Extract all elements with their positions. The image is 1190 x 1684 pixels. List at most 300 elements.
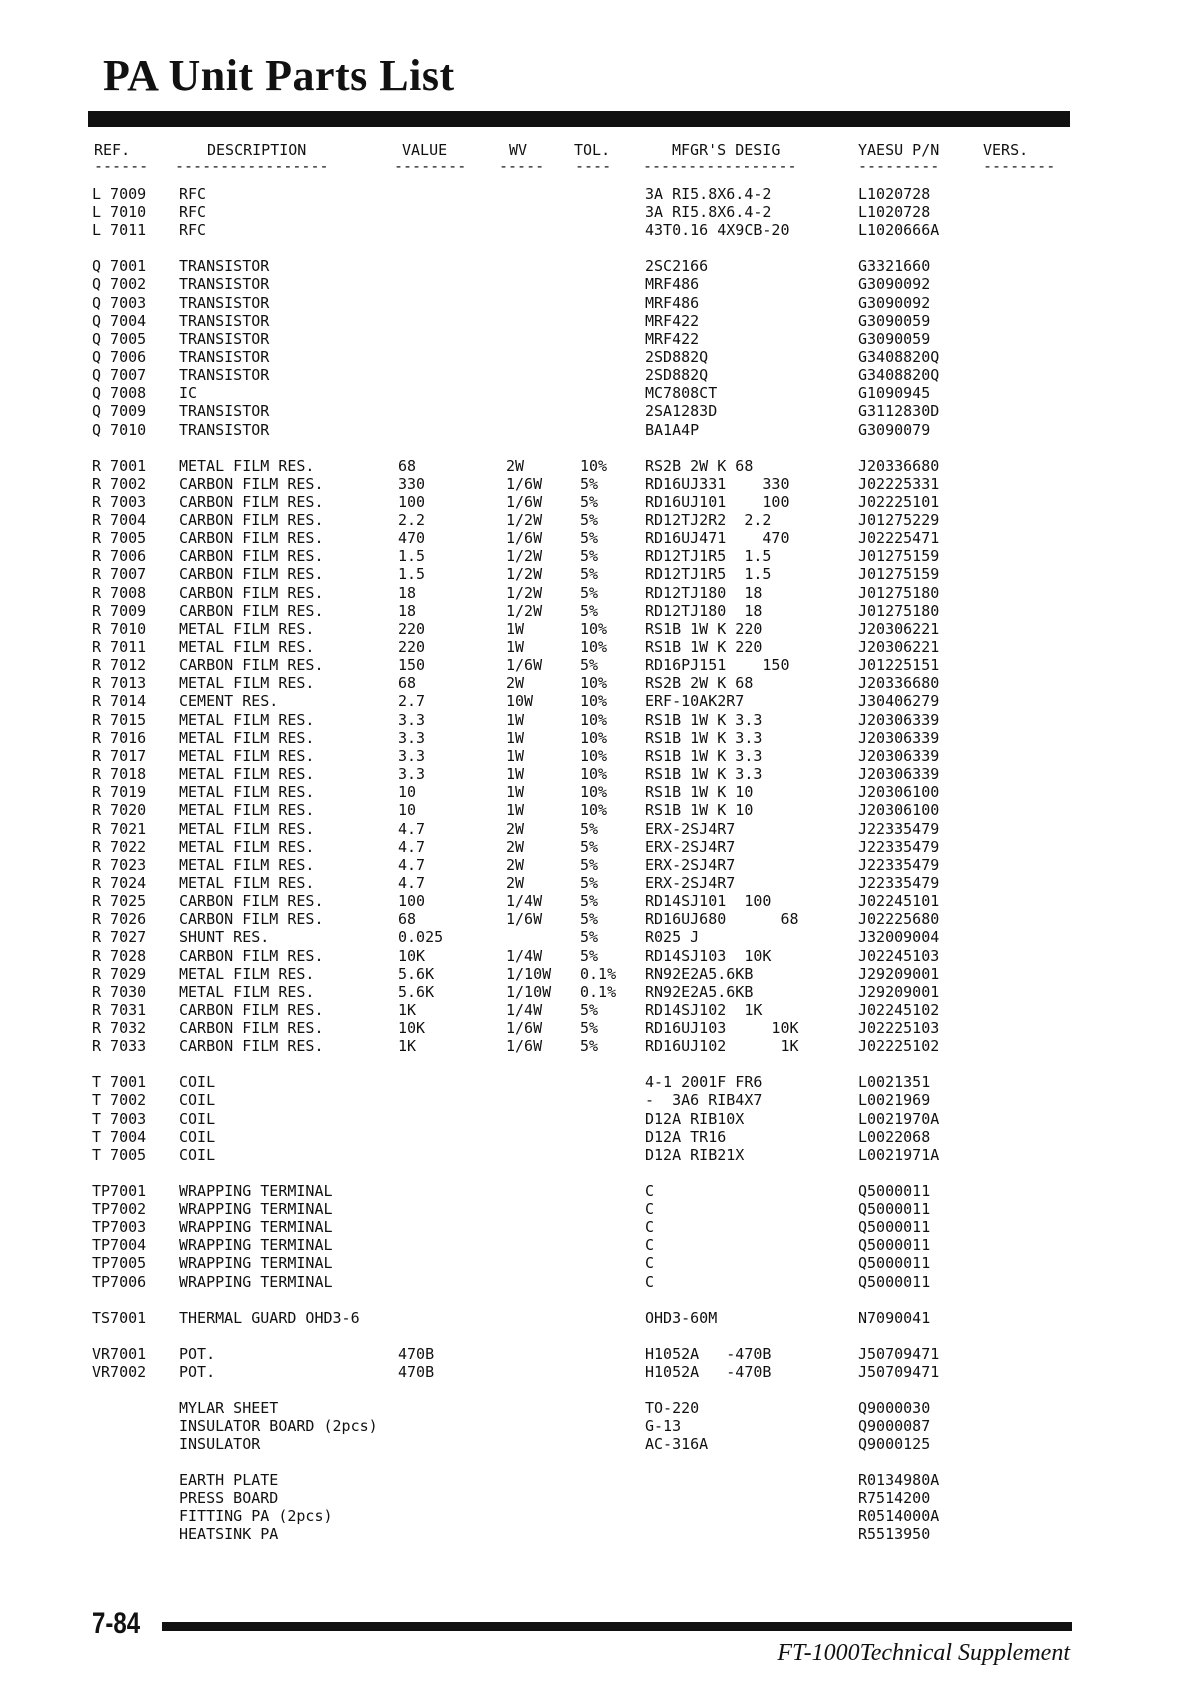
cell-ref: Q 7004: [92, 312, 147, 330]
cell-tol: 5%: [580, 511, 599, 529]
cell-desc: MYLAR SHEET: [179, 1399, 279, 1417]
cell-mfgr: R025 J: [645, 928, 700, 946]
cell-tol: 5%: [580, 838, 599, 856]
cell-ref: TP7004: [92, 1236, 147, 1254]
cell-ref: R 7014: [92, 692, 147, 710]
cell-mfgr: AC-316A: [645, 1435, 709, 1453]
cell-pn: G1090945: [858, 384, 931, 402]
table-row: [0, 1236, 1190, 1254]
cell-desc: CARBON FILM RES.: [179, 1001, 324, 1019]
cell-pn: J02245103: [858, 947, 940, 965]
cell-pn: J01275159: [858, 547, 940, 565]
cell-tol: 10%: [580, 711, 608, 729]
cell-desc: CARBON FILM RES.: [179, 584, 324, 602]
table-row: [0, 1273, 1190, 1291]
cell-pn: G3321660: [858, 257, 931, 275]
cell-val: 1K: [398, 1001, 417, 1019]
table-row: [0, 820, 1190, 838]
cell-ref: R 7029: [92, 965, 147, 983]
cell-desc: CARBON FILM RES.: [179, 511, 324, 529]
cell-ref: Q 7010: [92, 421, 147, 439]
cell-pn: J01275180: [858, 584, 940, 602]
cell-pn: Q5000011: [858, 1218, 931, 1236]
cell-wv: 1/4W: [506, 1001, 543, 1019]
header-ref: REF.: [94, 141, 131, 159]
cell-desc: CEMENT RES.: [179, 692, 279, 710]
page-number: 7-84: [92, 1607, 141, 1640]
cell-mfgr: RD16PJ151 150: [645, 656, 790, 674]
cell-mfgr: 4-1 2001F FR6: [645, 1073, 763, 1091]
header-yaesu-pn: YAESU P/N: [858, 141, 940, 159]
cell-ref: R 7009: [92, 602, 147, 620]
table-row: [0, 656, 1190, 674]
header-description: DESCRIPTION: [207, 141, 307, 159]
dash-yaesu-pn: ---------: [858, 157, 940, 175]
cell-wv: 10W: [506, 692, 534, 710]
cell-ref: R 7020: [92, 801, 147, 819]
cell-pn: Q5000011: [858, 1273, 931, 1291]
cell-desc: CARBON FILM RES.: [179, 475, 324, 493]
cell-desc: TRANSISTOR: [179, 348, 270, 366]
cell-val: 68: [398, 457, 417, 475]
table-row: [0, 1399, 1190, 1417]
cell-desc: COIL: [179, 1128, 216, 1146]
cell-desc: CARBON FILM RES.: [179, 1037, 324, 1055]
cell-desc: TRANSISTOR: [179, 257, 270, 275]
table-row: [0, 1001, 1190, 1019]
cell-pn: J01275229: [858, 511, 940, 529]
cell-ref: R 7006: [92, 547, 147, 565]
cell-pn: L1020666A: [858, 221, 940, 239]
cell-mfgr: RD16UJ471 470: [645, 529, 790, 547]
table-row: [0, 1507, 1190, 1525]
cell-desc: POT.: [179, 1363, 216, 1381]
cell-mfgr: ERF-10AK2R7: [645, 692, 745, 710]
dash-tol: ----: [575, 157, 612, 175]
cell-pn: Q9000087: [858, 1417, 931, 1435]
table-row: [0, 1345, 1190, 1363]
table-row: [0, 620, 1190, 638]
cell-val: 470B: [398, 1345, 435, 1363]
table-row: [0, 1037, 1190, 1055]
cell-val: 2.7: [398, 692, 426, 710]
cell-wv: 1W: [506, 620, 525, 638]
cell-mfgr: MRF486: [645, 294, 700, 312]
cell-mfgr: RD14SJ103 10K: [645, 947, 772, 965]
table-row: [0, 366, 1190, 384]
cell-pn: J22335479: [858, 820, 940, 838]
cell-ref: VR7002: [92, 1363, 147, 1381]
cell-ref: R 7026: [92, 910, 147, 928]
table-row: [0, 1200, 1190, 1218]
cell-desc: EARTH PLATE: [179, 1471, 279, 1489]
cell-pn: L0021970A: [858, 1110, 940, 1128]
header-mfgr: MFGR'S DESIG: [672, 141, 781, 159]
cell-desc: PRESS BOARD: [179, 1489, 279, 1507]
table-row: [0, 674, 1190, 692]
cell-tol: 5%: [580, 856, 599, 874]
cell-mfgr: G-13: [645, 1417, 682, 1435]
cell-val: 1.5: [398, 547, 426, 565]
cell-mfgr: RD16UJ680 68: [645, 910, 799, 928]
table-row: [0, 602, 1190, 620]
cell-mfgr: MRF422: [645, 312, 700, 330]
cell-wv: 1/2W: [506, 565, 543, 583]
cell-tol: 0.1%: [580, 983, 617, 1001]
cell-pn: R7514200: [858, 1489, 931, 1507]
cell-val: 18: [398, 602, 417, 620]
cell-mfgr: 3A RI5.8X6.4-2: [645, 185, 772, 203]
table-row: [0, 1182, 1190, 1200]
table-row: [0, 475, 1190, 493]
cell-desc: CARBON FILM RES.: [179, 656, 324, 674]
cell-ref: T 7004: [92, 1128, 147, 1146]
cell-tol: 5%: [580, 475, 599, 493]
table-row: [0, 457, 1190, 475]
cell-mfgr: H1052A -470B: [645, 1345, 772, 1363]
cell-desc: METAL FILM RES.: [179, 801, 315, 819]
cell-wv: 2W: [506, 838, 525, 856]
cell-ref: R 7023: [92, 856, 147, 874]
cell-ref: VR7001: [92, 1345, 147, 1363]
cell-val: 470: [398, 529, 426, 547]
cell-desc: COIL: [179, 1073, 216, 1091]
cell-mfgr: 2SD882Q: [645, 366, 709, 384]
cell-wv: 1/6W: [506, 656, 543, 674]
cell-wv: 1/2W: [506, 602, 543, 620]
cell-desc: CARBON FILM RES.: [179, 565, 324, 583]
cell-pn: J22335479: [858, 856, 940, 874]
cell-ref: R 7030: [92, 983, 147, 1001]
cell-val: 68: [398, 910, 417, 928]
cell-mfgr: 2SD882Q: [645, 348, 709, 366]
cell-desc: METAL FILM RES.: [179, 874, 315, 892]
cell-pn: J22335479: [858, 874, 940, 892]
cell-tol: 5%: [580, 892, 599, 910]
cell-val: 18: [398, 584, 417, 602]
cell-desc: WRAPPING TERMINAL: [179, 1200, 333, 1218]
cell-ref: Q 7006: [92, 348, 147, 366]
cell-desc: INSULATOR: [179, 1435, 261, 1453]
cell-ref: R 7001: [92, 457, 147, 475]
cell-mfgr: C: [645, 1254, 655, 1272]
table-row: [0, 1128, 1190, 1146]
table-row: [0, 529, 1190, 547]
cell-pn: J22335479: [858, 838, 940, 856]
cell-wv: 1/2W: [506, 547, 543, 565]
cell-mfgr: RD14SJ101 100: [645, 892, 772, 910]
cell-pn: J02225102: [858, 1037, 940, 1055]
cell-pn: J20306100: [858, 783, 940, 801]
cell-desc: METAL FILM RES.: [179, 674, 315, 692]
table-row: [0, 185, 1190, 203]
cell-pn: Q5000011: [858, 1254, 931, 1272]
cell-pn: J29209001: [858, 983, 940, 1001]
cell-ref: TP7001: [92, 1182, 147, 1200]
footer-rule: [162, 1622, 1072, 1631]
dash-description: -----------------: [175, 157, 329, 175]
table-row: [0, 221, 1190, 239]
table-row: [0, 892, 1190, 910]
cell-pn: J02225101: [858, 493, 940, 511]
cell-mfgr: RS2B 2W K 68: [645, 674, 754, 692]
cell-wv: 1/2W: [506, 511, 543, 529]
cell-mfgr: - 3A6 RIB4X7: [645, 1091, 763, 1109]
cell-desc: INSULATOR BOARD (2pcs): [179, 1417, 378, 1435]
cell-tol: 5%: [580, 529, 599, 547]
cell-pn: G3090059: [858, 312, 931, 330]
table-row: [0, 348, 1190, 366]
cell-ref: R 7004: [92, 511, 147, 529]
cell-desc: CARBON FILM RES.: [179, 547, 324, 565]
header-vers: VERS.: [983, 141, 1029, 159]
table-row: [0, 1489, 1190, 1507]
table-row: [0, 783, 1190, 801]
cell-ref: R 7007: [92, 565, 147, 583]
cell-val: 0.025: [398, 928, 444, 946]
cell-desc: TRANSISTOR: [179, 402, 270, 420]
document-name: FT-1000Technical Supplement: [777, 1640, 1070, 1666]
cell-mfgr: OHD3-60M: [645, 1309, 718, 1327]
cell-pn: L1020728: [858, 203, 931, 221]
cell-ref: R 7027: [92, 928, 147, 946]
cell-ref: R 7017: [92, 747, 147, 765]
page-title: PA Unit Parts List: [103, 51, 455, 100]
cell-ref: TP7005: [92, 1254, 147, 1272]
cell-ref: R 7033: [92, 1037, 147, 1055]
cell-mfgr: ERX-2SJ4R7: [645, 838, 736, 856]
cell-desc: CARBON FILM RES.: [179, 529, 324, 547]
table-row: [0, 1073, 1190, 1091]
cell-pn: J20306100: [858, 801, 940, 819]
table-row: [0, 203, 1190, 221]
cell-wv: 1W: [506, 783, 525, 801]
cell-wv: 2W: [506, 874, 525, 892]
table-row: [0, 928, 1190, 946]
cell-mfgr: D12A RIB21X: [645, 1146, 745, 1164]
cell-pn: J20306339: [858, 711, 940, 729]
cell-desc: COIL: [179, 1110, 216, 1128]
cell-desc: METAL FILM RES.: [179, 457, 315, 475]
cell-mfgr: H1052A -470B: [645, 1363, 772, 1381]
cell-ref: T 7003: [92, 1110, 147, 1128]
cell-ref: R 7021: [92, 820, 147, 838]
cell-ref: R 7024: [92, 874, 147, 892]
cell-desc: METAL FILM RES.: [179, 729, 315, 747]
cell-tol: 5%: [580, 874, 599, 892]
cell-mfgr: MRF486: [645, 275, 700, 293]
cell-wv: 1W: [506, 801, 525, 819]
cell-desc: METAL FILM RES.: [179, 620, 315, 638]
cell-val: 3.3: [398, 765, 426, 783]
table-row: [0, 1019, 1190, 1037]
cell-pn: J01275159: [858, 565, 940, 583]
cell-tol: 5%: [580, 820, 599, 838]
cell-pn: R0134980A: [858, 1471, 940, 1489]
cell-pn: G3408820Q: [858, 366, 940, 384]
cell-mfgr: RS1B 1W K 3.3: [645, 765, 763, 783]
table-row: [0, 1525, 1190, 1543]
cell-pn: G3408820Q: [858, 348, 940, 366]
cell-desc: WRAPPING TERMINAL: [179, 1218, 333, 1236]
table-row: [0, 983, 1190, 1001]
table-row: [0, 565, 1190, 583]
cell-desc: METAL FILM RES.: [179, 965, 315, 983]
cell-ref: R 7028: [92, 947, 147, 965]
cell-desc: TRANSISTOR: [179, 366, 270, 384]
cell-pn: J02225103: [858, 1019, 940, 1037]
cell-pn: J20336680: [858, 674, 940, 692]
cell-val: 220: [398, 620, 426, 638]
cell-desc: POT.: [179, 1345, 216, 1363]
cell-val: 68: [398, 674, 417, 692]
cell-wv: 2W: [506, 856, 525, 874]
cell-desc: WRAPPING TERMINAL: [179, 1236, 333, 1254]
table-row: [0, 257, 1190, 275]
table-row: [0, 1091, 1190, 1109]
cell-desc: CARBON FILM RES.: [179, 493, 324, 511]
cell-ref: R 7012: [92, 656, 147, 674]
cell-ref: R 7013: [92, 674, 147, 692]
cell-val: 10K: [398, 947, 426, 965]
cell-pn: J02225680: [858, 910, 940, 928]
dash-value: --------: [394, 157, 467, 175]
table-row: [0, 747, 1190, 765]
cell-pn: J01225151: [858, 656, 940, 674]
cell-pn: L0021351: [858, 1073, 931, 1091]
table-row: [0, 692, 1190, 710]
cell-desc: METAL FILM RES.: [179, 856, 315, 874]
cell-ref: Q 7007: [92, 366, 147, 384]
cell-mfgr: RD14SJ102 1K: [645, 1001, 763, 1019]
cell-val: 5.6K: [398, 965, 435, 983]
table-row: [0, 1363, 1190, 1381]
table-row: [0, 856, 1190, 874]
cell-wv: 1/4W: [506, 892, 543, 910]
cell-mfgr: RD16UJ101 100: [645, 493, 790, 511]
cell-ref: Q 7005: [92, 330, 147, 348]
cell-ref: TP7006: [92, 1273, 147, 1291]
cell-tol: 10%: [580, 638, 608, 656]
cell-val: 3.3: [398, 747, 426, 765]
cell-ref: Q 7002: [92, 275, 147, 293]
cell-tol: 5%: [580, 584, 599, 602]
cell-pn: J20306339: [858, 747, 940, 765]
table-row: [0, 1110, 1190, 1128]
cell-desc: CARBON FILM RES.: [179, 892, 324, 910]
cell-ref: TP7003: [92, 1218, 147, 1236]
cell-val: 4.7: [398, 856, 426, 874]
cell-mfgr: ERX-2SJ4R7: [645, 874, 736, 892]
table-row: [0, 511, 1190, 529]
cell-desc: METAL FILM RES.: [179, 765, 315, 783]
cell-wv: 1W: [506, 638, 525, 656]
cell-ref: TP7002: [92, 1200, 147, 1218]
cell-pn: Q5000011: [858, 1236, 931, 1254]
cell-mfgr: BA1A4P: [645, 421, 700, 439]
cell-desc: RFC: [179, 221, 207, 239]
cell-wv: 1/6W: [506, 1037, 543, 1055]
cell-val: 100: [398, 892, 426, 910]
cell-desc: WRAPPING TERMINAL: [179, 1182, 333, 1200]
cell-pn: J30406279: [858, 692, 940, 710]
cell-tol: 0.1%: [580, 965, 617, 983]
cell-mfgr: C: [645, 1218, 655, 1236]
cell-ref: R 7002: [92, 475, 147, 493]
cell-ref: TS7001: [92, 1309, 147, 1327]
dash-wv: -----: [499, 157, 545, 175]
cell-ref: T 7002: [92, 1091, 147, 1109]
cell-desc: THERMAL GUARD OHD3-6: [179, 1309, 360, 1327]
cell-mfgr: RS1B 1W K 220: [645, 638, 763, 656]
cell-tol: 5%: [580, 947, 599, 965]
cell-mfgr: RS1B 1W K 3.3: [645, 747, 763, 765]
table-row: [0, 421, 1190, 439]
cell-val: 2.2: [398, 511, 426, 529]
cell-ref: L 7010: [92, 203, 147, 221]
header-value: VALUE: [402, 141, 448, 159]
table-row: [0, 711, 1190, 729]
cell-wv: 1/10W: [506, 983, 552, 1001]
cell-mfgr: ERX-2SJ4R7: [645, 820, 736, 838]
cell-pn: G3090059: [858, 330, 931, 348]
cell-pn: J20306221: [858, 638, 940, 656]
table-row: [0, 547, 1190, 565]
cell-pn: G3090092: [858, 294, 931, 312]
cell-desc: WRAPPING TERMINAL: [179, 1254, 333, 1272]
cell-mfgr: C: [645, 1182, 655, 1200]
cell-desc: METAL FILM RES.: [179, 983, 315, 1001]
cell-tol: 5%: [580, 1019, 599, 1037]
cell-tol: 10%: [580, 801, 608, 819]
cell-desc: METAL FILM RES.: [179, 783, 315, 801]
cell-ref: L 7011: [92, 221, 147, 239]
cell-val: 4.7: [398, 820, 426, 838]
cell-desc: TRANSISTOR: [179, 294, 270, 312]
cell-wv: 1W: [506, 729, 525, 747]
cell-desc: FITTING PA (2pcs): [179, 1507, 333, 1525]
cell-mfgr: RN92E2A5.6KB: [645, 965, 754, 983]
cell-wv: 1/6W: [506, 529, 543, 547]
cell-desc: RFC: [179, 185, 207, 203]
cell-ref: Q 7003: [92, 294, 147, 312]
cell-wv: 1/4W: [506, 947, 543, 965]
cell-tol: 10%: [580, 692, 608, 710]
table-row: [0, 801, 1190, 819]
cell-mfgr: RS1B 1W K 3.3: [645, 729, 763, 747]
cell-tol: 10%: [580, 457, 608, 475]
cell-wv: 1/6W: [506, 475, 543, 493]
cell-mfgr: D12A TR16: [645, 1128, 727, 1146]
cell-wv: 2W: [506, 457, 525, 475]
cell-wv: 1W: [506, 711, 525, 729]
cell-tol: 5%: [580, 910, 599, 928]
table-row: [0, 729, 1190, 747]
cell-mfgr: ERX-2SJ4R7: [645, 856, 736, 874]
cell-desc: COIL: [179, 1091, 216, 1109]
cell-val: 220: [398, 638, 426, 656]
cell-mfgr: RD16UJ103 10K: [645, 1019, 799, 1037]
cell-tol: 5%: [580, 656, 599, 674]
cell-ref: R 7022: [92, 838, 147, 856]
table-row: [0, 874, 1190, 892]
cell-mfgr: RS2B 2W K 68: [645, 457, 754, 475]
cell-pn: L0022068: [858, 1128, 931, 1146]
cell-tol: 10%: [580, 620, 608, 638]
cell-desc: HEATSINK PA: [179, 1525, 279, 1543]
cell-desc: CARBON FILM RES.: [179, 1019, 324, 1037]
cell-val: 4.7: [398, 838, 426, 856]
